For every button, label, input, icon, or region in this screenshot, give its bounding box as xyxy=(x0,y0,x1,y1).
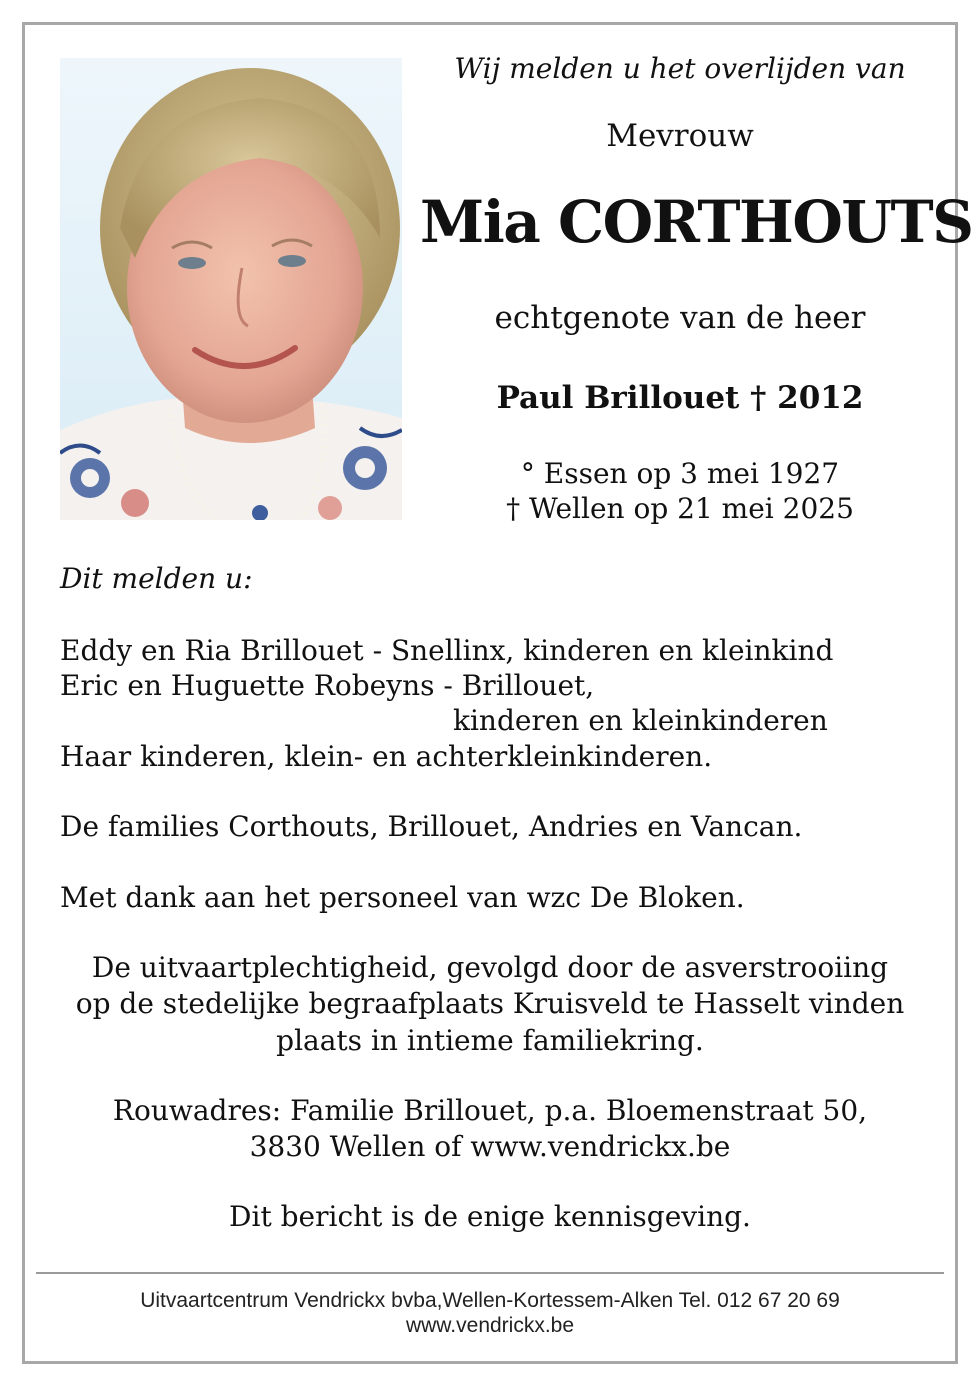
footer-company: Uitvaartcentrum Vendrickx bvba,Wellen-Kortessem-Alken Tel. 012 67 20 69 xyxy=(140,1289,840,1312)
notice-line: Dit bericht is de enige kennisgeving. xyxy=(229,1200,751,1233)
death-line: † Wellen op 21 mei 2025 xyxy=(506,492,854,525)
thanks-line: Met dank aan het personeel van wzc De Bloken. xyxy=(60,881,745,914)
family-heading: Dit melden u: xyxy=(60,562,253,595)
family-line: Haar kinderen, klein- en achterkleinkinderen. xyxy=(60,740,713,773)
address-line: 3830 Wellen of www.vendrickx.be xyxy=(249,1130,731,1163)
ceremony-line: De uitvaartplechtigheid, gevolgd door de asverstrooiing xyxy=(91,951,889,984)
families-line: De families Corthouts, Brillouet, Andries en Vancan. xyxy=(60,810,803,843)
intro-text: Wij melden u het overlijden van xyxy=(454,52,906,85)
ceremony-line: plaats in intieme familiekring. xyxy=(276,1024,704,1057)
family-line: Eric en Huguette Robeyns - Brillouet, xyxy=(60,669,595,702)
deceased-name: Mia CORTHOUTS xyxy=(420,188,973,256)
portrait-photo xyxy=(60,58,402,520)
ceremony-line: op de stedelijke begraafplaats Kruisveld te Hasselt vinden xyxy=(75,987,905,1020)
family-line: Eddy en Ria Brillouet - Snellinx, kinderen en kleinkind xyxy=(60,634,834,667)
footer-website[interactable]: www.vendrickx.be xyxy=(405,1314,575,1337)
footer-divider xyxy=(36,1272,944,1274)
spouse-label: echtgenote van de heer xyxy=(494,300,866,336)
family-line: kinderen en kleinkinderen xyxy=(453,704,828,737)
address-line: Rouwadres: Familie Brillouet, p.a. Bloemenstraat 50, xyxy=(112,1094,868,1127)
birth-line: ° Essen op 3 mei 1927 xyxy=(520,457,840,490)
honorific: Mevrouw xyxy=(606,118,754,154)
spouse-name: Paul Brillouet † 2012 xyxy=(496,380,864,416)
